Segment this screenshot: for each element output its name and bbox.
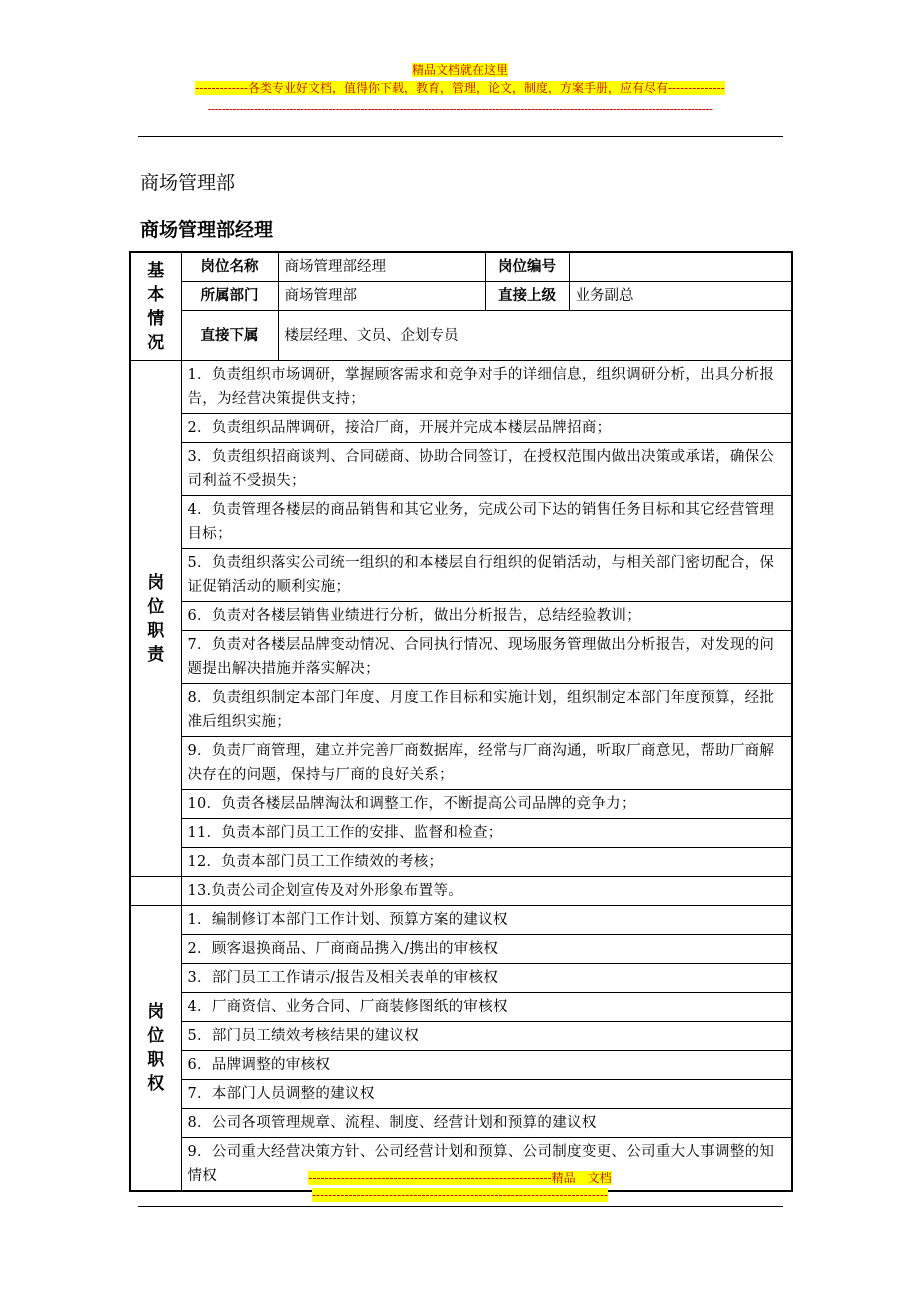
duty-row bbox=[130, 549, 792, 602]
duty-row bbox=[130, 414, 792, 443]
duty-item: 12．负责本部门员工工作绩效的考核； bbox=[181, 848, 792, 877]
duty-item: 8．负责组织制定本部门年度、月度工作目标和实施计划，组织制定本部门年度预算，经批准后组织实施； bbox=[181, 684, 792, 737]
page-footer bbox=[0, 1170, 920, 1203]
position-title: 商场管理部经理 bbox=[140, 219, 274, 241]
department-value: 商场管理部 bbox=[278, 282, 485, 311]
right-item: 3．部门员工工作请示/报告及相关表单的审核权 bbox=[181, 964, 792, 993]
basic-label-char: 本 bbox=[147, 284, 165, 305]
superior-value: 业务副总 bbox=[569, 282, 792, 311]
header-title: 精品文档就在这里 bbox=[411, 63, 508, 77]
right-row bbox=[130, 1051, 792, 1080]
position-code-value bbox=[569, 252, 792, 282]
right-item: 2．顾客退换商品、厂商商品携入/携出的审核权 bbox=[181, 935, 792, 964]
right-item: 1．编制修订本部门工作计划、预算方案的建议权 bbox=[181, 906, 792, 935]
duty-row bbox=[130, 684, 792, 737]
header-dash-line: ---------------------------------------------------------------------------------------------------------------------------------------------- bbox=[207, 102, 713, 116]
empty-side-cell bbox=[130, 877, 181, 906]
position-name-label: 岗位名称 bbox=[181, 252, 278, 282]
duty-item: 1．负责组织市场调研，掌握顾客需求和竞争对手的详细信息，组织调研分析，出具分析报告，为经营决策提供支持； bbox=[181, 361, 792, 414]
duty-extra-row bbox=[130, 877, 792, 906]
duty-row bbox=[130, 819, 792, 848]
duty-item: 5．负责组织落实公司统一组织的和本楼层自行组织的促销活动，与相关部门密切配合，保证促销活动的顺利实施； bbox=[181, 549, 792, 602]
page-header bbox=[0, 62, 920, 97]
right-item: 8．公司各项管理规章、流程、制度、经营计划和预算的建议权 bbox=[181, 1109, 792, 1138]
rights-label-char: 位 bbox=[147, 1026, 165, 1046]
footer-line-1: ------------------------------------------------------------精品 文档 bbox=[308, 1171, 612, 1185]
rights-label-char: 职 bbox=[147, 1050, 165, 1070]
basic-row-subordinate bbox=[130, 311, 792, 361]
duty-row bbox=[130, 631, 792, 684]
footer-divider bbox=[138, 1206, 783, 1207]
rights-section-label bbox=[130, 906, 181, 1192]
duty-item-extra: 13.负责公司企划宣传及对外形象布置等。 bbox=[181, 877, 792, 906]
header-divider bbox=[138, 136, 783, 137]
duty-item: 2．负责组织品牌调研，接洽厂商，开展并完成本楼层品牌招商； bbox=[181, 414, 792, 443]
subordinate-value: 楼层经理、文员、企划专员 bbox=[278, 311, 792, 361]
duty-row bbox=[130, 737, 792, 790]
duty-item: 10．负责各楼层品牌淘汰和调整工作，不断提高公司品牌的竞争力； bbox=[181, 790, 792, 819]
duty-item: 4．负责管理各楼层的商品销售和其它业务，完成公司下达的销售任务目标和其它经营管理目标； bbox=[181, 496, 792, 549]
superior-label: 直接上级 bbox=[485, 282, 569, 311]
basic-label-char: 况 bbox=[147, 332, 165, 353]
duty-item: 11．负责本部门员工工作的安排、监督和检查； bbox=[181, 819, 792, 848]
duty-item: 3．负责组织招商谈判、合同磋商、协助合同签订，在授权范围内做出决策或承诺，确保公司利益不受损失； bbox=[181, 443, 792, 496]
basic-section-label bbox=[130, 252, 181, 361]
duties-label-char: 职 bbox=[147, 620, 165, 641]
subordinate-label: 直接下属 bbox=[181, 311, 278, 361]
right-row bbox=[130, 993, 792, 1022]
rights-label-char: 岗 bbox=[147, 1002, 165, 1022]
right-row bbox=[130, 906, 792, 935]
right-item: 7．本部门人员调整的建议权 bbox=[181, 1080, 792, 1109]
duty-row bbox=[130, 443, 792, 496]
basic-row-dept bbox=[130, 282, 792, 311]
rights-label-char: 权 bbox=[147, 1074, 165, 1094]
department-title: 商场管理部 bbox=[140, 172, 236, 194]
duty-row bbox=[130, 361, 792, 414]
basic-row-name bbox=[130, 252, 792, 282]
header-slogan: -------------各类专业好文档，值得你下载，教育，管理，论文，制度，方案手册，应有尽有-------------- bbox=[195, 81, 725, 95]
duty-item: 6．负责对各楼层销售业绩进行分析，做出分析报告，总结经验教训； bbox=[181, 602, 792, 631]
right-row bbox=[130, 935, 792, 964]
basic-label-char: 情 bbox=[147, 308, 165, 329]
right-item: 5．部门员工绩效考核结果的建议权 bbox=[181, 1022, 792, 1051]
duties-label-char: 岗 bbox=[147, 572, 165, 593]
duties-section-label bbox=[130, 361, 181, 877]
right-item: 9．公司重大经营决策方针、公司经营计划和预算、公司制度变更、公司重大人事调整的知情权 bbox=[181, 1138, 792, 1192]
position-code-label: 岗位编号 bbox=[485, 252, 569, 282]
duty-item: 7．负责对各楼层品牌变动情况、合同执行情况、现场服务管理做出分析报告，对发现的问题提出解决措施并落实解决； bbox=[181, 631, 792, 684]
duty-item: 9．负责厂商管理，建立并完善厂商数据库，经常与厂商沟通，听取厂商意见，帮助厂商解决存在的问题，保持与厂商的良好关系； bbox=[181, 737, 792, 790]
position-name-value: 商场管理部经理 bbox=[278, 252, 485, 282]
basic-label-char: 基 bbox=[147, 260, 165, 281]
right-row bbox=[130, 1080, 792, 1109]
duty-row bbox=[130, 790, 792, 819]
right-row bbox=[130, 964, 792, 993]
duty-row bbox=[130, 848, 792, 877]
duty-row bbox=[130, 496, 792, 549]
duties-label-char: 位 bbox=[147, 596, 165, 617]
department-label: 所属部门 bbox=[181, 282, 278, 311]
right-item: 4．厂商资信、业务合同、厂商装修图纸的审核权 bbox=[181, 993, 792, 1022]
job-description-table bbox=[129, 251, 793, 1192]
right-item: 6．品牌调整的审核权 bbox=[181, 1051, 792, 1080]
right-row bbox=[130, 1109, 792, 1138]
footer-line-2: ------------------------------------------------------------------------- bbox=[312, 1188, 608, 1202]
duties-label-char: 责 bbox=[147, 644, 165, 665]
duty-row bbox=[130, 602, 792, 631]
right-row bbox=[130, 1022, 792, 1051]
